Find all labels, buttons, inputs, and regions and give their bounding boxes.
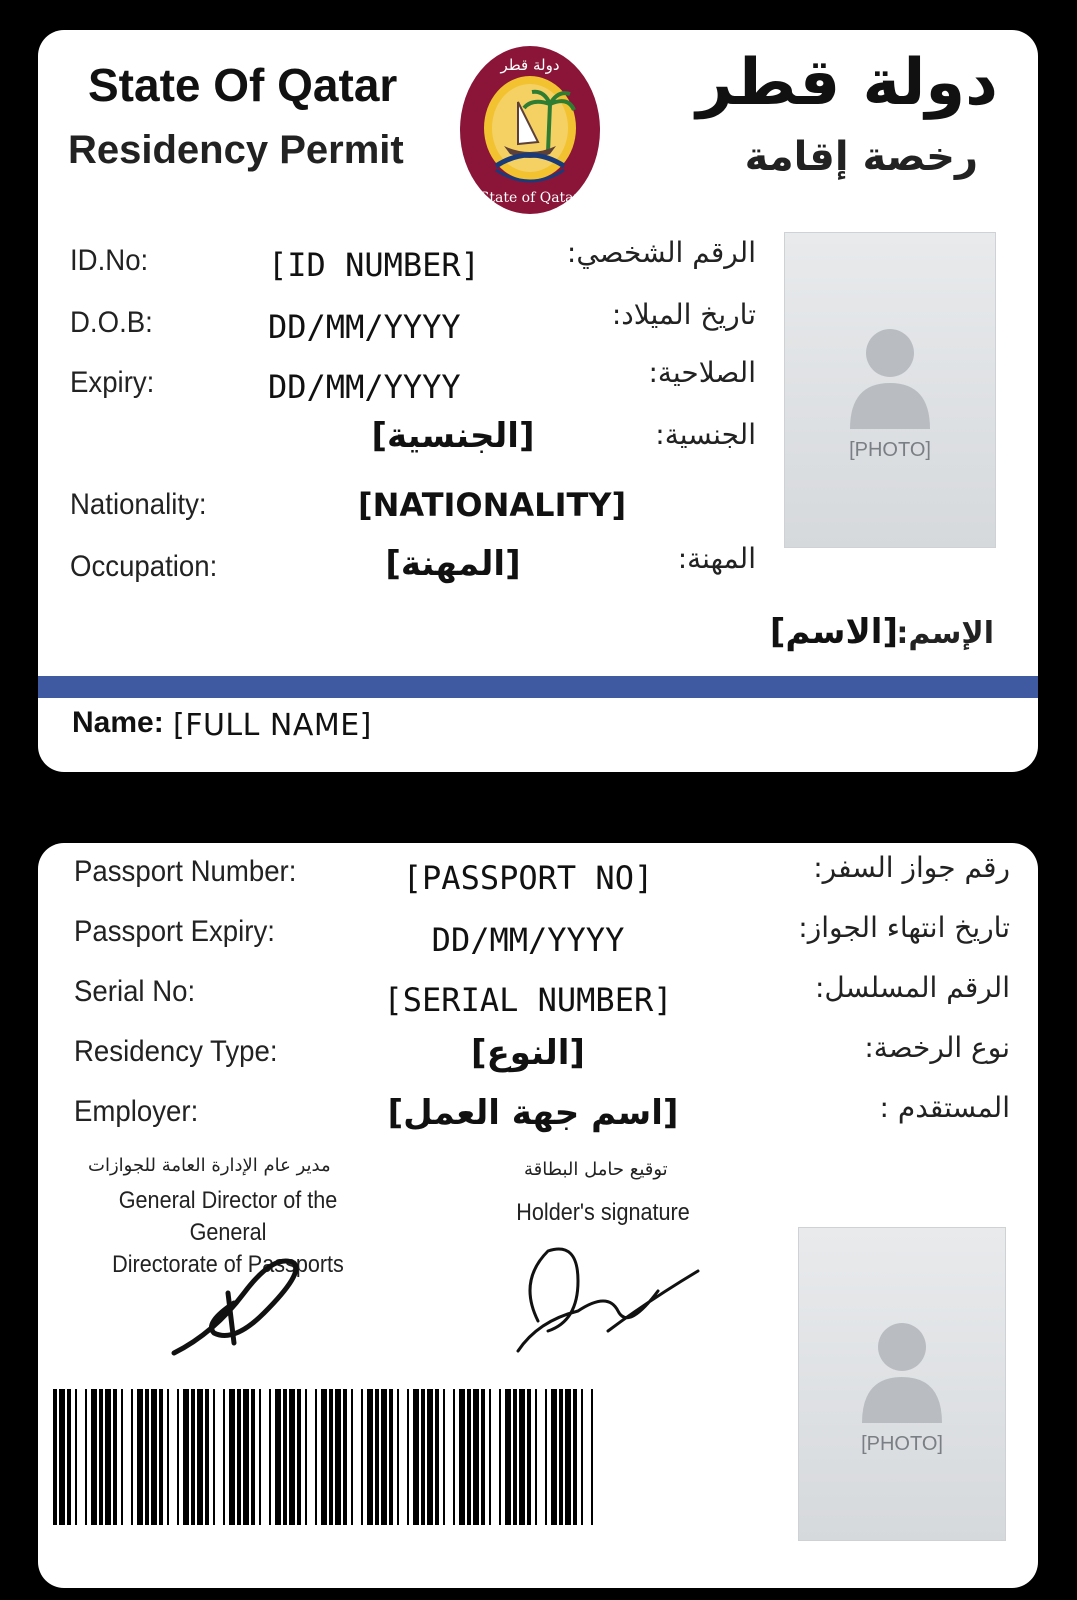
barcode-bar bbox=[105, 1389, 111, 1525]
barcode-bar bbox=[243, 1389, 249, 1525]
nationality-value-ar: [الجنسية] bbox=[371, 416, 535, 456]
barcode-bar bbox=[459, 1389, 465, 1525]
occupation-value-ar: [المهنة] bbox=[385, 544, 521, 584]
barcode-bar bbox=[481, 1389, 485, 1525]
barcode-bar bbox=[413, 1389, 419, 1525]
id-no-label: ID.No: bbox=[70, 244, 149, 277]
barcode-bar bbox=[389, 1389, 393, 1525]
name-value-ar: [الاسم] bbox=[769, 612, 898, 652]
photo-placeholder-label: [PHOTO] bbox=[849, 438, 931, 461]
passport-expiry-label: Passport Expiry: bbox=[74, 915, 275, 948]
barcode-bar bbox=[269, 1389, 271, 1525]
barcode-bar bbox=[505, 1389, 511, 1525]
title-en: State Of Qatar bbox=[88, 59, 398, 111]
employer-label-ar: المستقدم : bbox=[879, 1091, 1010, 1124]
id-no-label-ar: الرقم الشخصي: bbox=[566, 236, 756, 269]
passport-expiry-label-ar: تاريخ انتهاء الجواز: bbox=[798, 911, 1010, 944]
name-value: [FULL NAME] bbox=[173, 708, 372, 743]
director-caption-ar: مدير عام الإدارة العامة للجوازات bbox=[88, 1155, 331, 1176]
barcode-bar bbox=[321, 1389, 327, 1525]
barcode-bar bbox=[275, 1389, 281, 1525]
barcode-bar bbox=[551, 1389, 557, 1525]
barcode-bar bbox=[361, 1389, 363, 1525]
barcode-bar bbox=[519, 1389, 525, 1525]
barcode-bar bbox=[145, 1389, 149, 1525]
passport-expiry-value: DD/MM/YYYY bbox=[431, 921, 625, 959]
dob-value: DD/MM/YYYY bbox=[268, 308, 461, 346]
subtitle-en: Residency Permit bbox=[68, 128, 404, 172]
barcode-bar bbox=[229, 1389, 235, 1525]
residency-type-label: Residency Type: bbox=[74, 1035, 278, 1068]
blue-band bbox=[38, 676, 1038, 698]
barcode-bar bbox=[591, 1389, 593, 1525]
barcode bbox=[53, 1389, 593, 1525]
barcode-bar bbox=[467, 1389, 471, 1525]
residency-type-value-ar: [النوع] bbox=[471, 1033, 585, 1073]
barcode-bar bbox=[183, 1389, 189, 1525]
expiry-value: DD/MM/YYYY bbox=[268, 368, 461, 406]
person-silhouette-icon bbox=[857, 1313, 947, 1423]
barcode-bar bbox=[535, 1389, 537, 1525]
barcode-bar bbox=[315, 1389, 317, 1525]
card-back bbox=[38, 843, 1038, 1588]
barcode-bar bbox=[559, 1389, 563, 1525]
holder-photo-front bbox=[784, 232, 996, 548]
barcode-bar bbox=[545, 1389, 547, 1525]
passport-number-value: [PASSPORT NO] bbox=[402, 859, 654, 897]
barcode-bar bbox=[513, 1389, 517, 1525]
barcode-bar bbox=[197, 1389, 203, 1525]
barcode-bar bbox=[527, 1389, 531, 1525]
qatar-emblem-icon bbox=[456, 42, 604, 217]
barcode-bar bbox=[223, 1389, 225, 1525]
director-signature-icon bbox=[168, 1253, 308, 1363]
id-no-value: [ID NUMBER] bbox=[268, 246, 480, 284]
passport-number-label-ar: رقم جواز السفر: bbox=[813, 851, 1010, 884]
card-front bbox=[38, 30, 1038, 772]
employer-value-ar: [اسم جهة العمل] bbox=[387, 1093, 679, 1133]
barcode-bar bbox=[581, 1389, 583, 1525]
barcode-bar bbox=[453, 1389, 455, 1525]
barcode-bar bbox=[67, 1389, 71, 1525]
dob-label: D.O.B: bbox=[70, 306, 153, 339]
barcode-bar bbox=[121, 1389, 123, 1525]
expiry-label-ar: الصلاحية: bbox=[648, 356, 756, 389]
barcode-bar bbox=[131, 1389, 133, 1525]
photo-placeholder-label: [PHOTO] bbox=[861, 1432, 943, 1455]
holder-signature-icon bbox=[508, 1241, 708, 1361]
barcode-bar bbox=[473, 1389, 479, 1525]
nationality-label-ar: الجنسية: bbox=[655, 418, 756, 451]
dob-label-ar: تاريخ الميلاد: bbox=[611, 298, 756, 331]
residency-type-label-ar: نوع الرخصة: bbox=[864, 1031, 1010, 1064]
barcode-bar bbox=[297, 1389, 301, 1525]
barcode-bar bbox=[213, 1389, 215, 1525]
barcode-bar bbox=[259, 1389, 261, 1525]
nationality-value: [NATIONALITY] bbox=[358, 486, 627, 524]
barcode-bar bbox=[251, 1389, 255, 1525]
occupation-label-ar: المهنة: bbox=[677, 542, 756, 575]
barcode-bar bbox=[435, 1389, 439, 1525]
emblem-bottom-text: State of Qatar bbox=[479, 190, 581, 206]
barcode-bar bbox=[499, 1389, 501, 1525]
barcode-bar bbox=[335, 1389, 341, 1525]
barcode-bar bbox=[137, 1389, 143, 1525]
employer-label: Employer: bbox=[74, 1095, 199, 1128]
barcode-bar bbox=[397, 1389, 399, 1525]
title-ar: دولة قطر bbox=[696, 46, 998, 120]
barcode-bar bbox=[75, 1389, 77, 1525]
barcode-bar bbox=[151, 1389, 157, 1525]
director-caption-line2: Directorate of Passports bbox=[112, 1251, 344, 1278]
emblem-top-text: دولة قطر bbox=[500, 56, 560, 74]
barcode-bar bbox=[351, 1389, 353, 1525]
barcode-bar bbox=[177, 1389, 179, 1525]
holder-caption-ar: توقيع حامل البطاقة bbox=[524, 1159, 668, 1180]
barcode-bar bbox=[305, 1389, 307, 1525]
barcode-bar bbox=[59, 1389, 65, 1525]
barcode-bar bbox=[443, 1389, 445, 1525]
barcode-bar bbox=[283, 1389, 287, 1525]
barcode-bar bbox=[85, 1389, 87, 1525]
occupation-label: Occupation: bbox=[70, 550, 218, 583]
name-label: Name: bbox=[72, 706, 164, 739]
barcode-bar bbox=[289, 1389, 295, 1525]
person-silhouette-icon bbox=[845, 319, 935, 429]
director-caption-line1: General Director of the General bbox=[118, 1187, 338, 1246]
nationality-label: Nationality: bbox=[70, 488, 207, 521]
barcode-bar bbox=[53, 1389, 57, 1525]
holder-caption-en: Holder's signature bbox=[516, 1199, 690, 1226]
barcode-bar bbox=[113, 1389, 117, 1525]
name-label-ar: الإسم: bbox=[896, 616, 994, 651]
serial-no-label-ar: الرقم المسلسل: bbox=[814, 971, 1010, 1004]
barcode-bar bbox=[421, 1389, 425, 1525]
barcode-bar bbox=[91, 1389, 97, 1525]
barcode-bar bbox=[343, 1389, 347, 1525]
holder-photo-back bbox=[798, 1227, 1006, 1541]
barcode-bar bbox=[237, 1389, 241, 1525]
serial-no-value: [SERIAL NUMBER] bbox=[383, 981, 673, 1019]
barcode-bar bbox=[205, 1389, 209, 1525]
barcode-bar bbox=[367, 1389, 373, 1525]
barcode-bar bbox=[375, 1389, 379, 1525]
passport-number-label: Passport Number: bbox=[74, 855, 297, 888]
barcode-bar bbox=[159, 1389, 163, 1525]
barcode-bar bbox=[427, 1389, 433, 1525]
barcode-bar bbox=[565, 1389, 571, 1525]
barcode-bar bbox=[167, 1389, 169, 1525]
expiry-label: Expiry: bbox=[70, 366, 155, 399]
barcode-bar bbox=[573, 1389, 577, 1525]
serial-no-label: Serial No: bbox=[74, 975, 196, 1008]
barcode-bar bbox=[191, 1389, 195, 1525]
barcode-bar bbox=[381, 1389, 387, 1525]
barcode-bar bbox=[489, 1389, 491, 1525]
barcode-bar bbox=[99, 1389, 103, 1525]
subtitle-ar: رخصة إقامة bbox=[744, 134, 978, 180]
barcode-bar bbox=[329, 1389, 333, 1525]
barcode-bar bbox=[407, 1389, 409, 1525]
